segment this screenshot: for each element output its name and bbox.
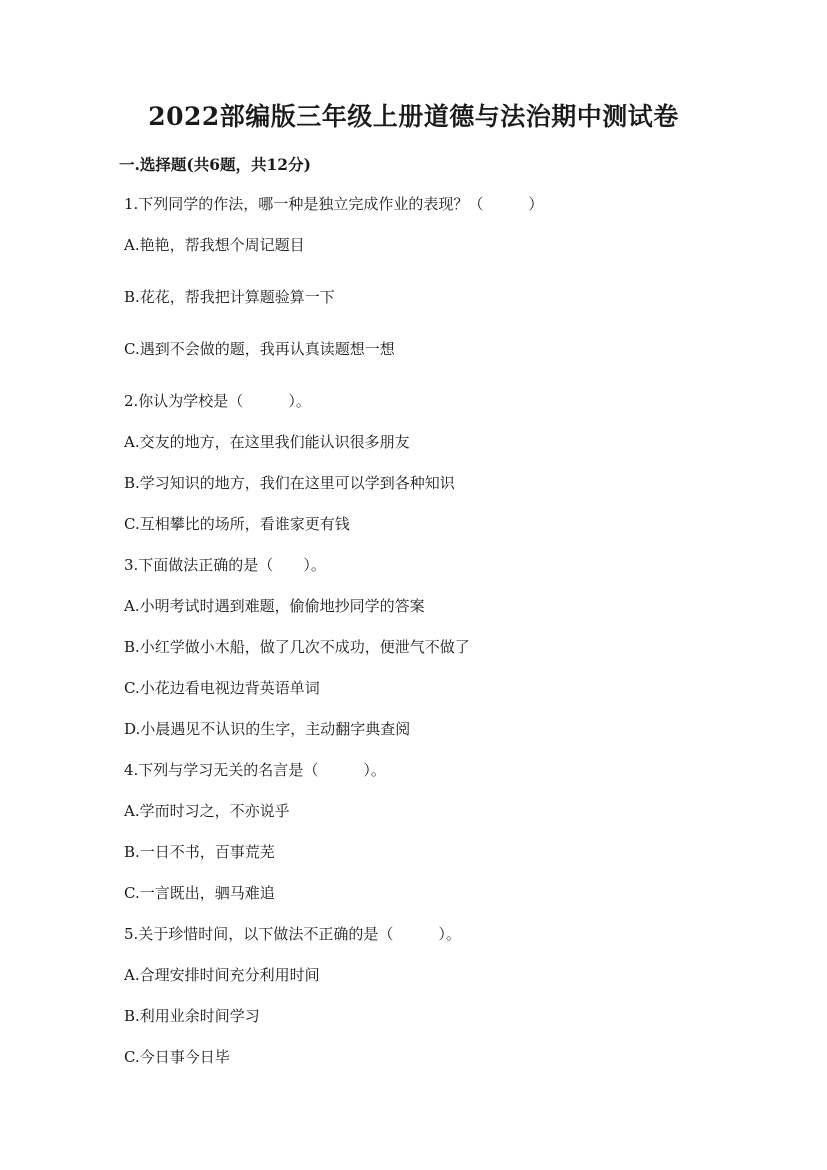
question-3-stem: 3.下面做法正确的是（ ）。 xyxy=(124,556,326,574)
question-4-stem: 4.下列与学习无关的名言是（ ）。 xyxy=(124,761,386,779)
question-2-stem: 2.你认为学校是（ ）。 xyxy=(124,392,311,410)
question-4-option-b: B.一日不书，百事荒芜 xyxy=(124,843,275,861)
question-4-option-a: A.学而时习之，不亦说乎 xyxy=(124,802,290,820)
question-3-option-d: D.小晨遇见不认识的生字，主动翻字典查阅 xyxy=(124,720,411,738)
question-5-stem: 5.关于珍惜时间，以下做法不正确的是（ ）。 xyxy=(124,925,461,943)
question-3-option-a: A.小明考试时遇到难题，偷偷地抄同学的答案 xyxy=(124,597,425,615)
question-1-option-a: A.艳艳，帮我想个周记题目 xyxy=(124,236,305,254)
question-5-option-a: A.合理安排时间充分利用时间 xyxy=(124,966,320,984)
section-heading: 一.选择题(共6题，共12分) xyxy=(119,155,311,174)
question-1-stem: 1.下列同学的作法，哪一种是独立完成作业的表现？（ ） xyxy=(124,195,544,213)
page-title: 2022部编版三年级上册道德与法治期中测试卷 xyxy=(148,102,679,131)
question-5-option-b: B.利用业余时间学习 xyxy=(124,1007,260,1025)
question-4-option-c: C.一言既出，驷马难追 xyxy=(124,884,275,902)
question-5-option-c: C.今日事今日毕 xyxy=(124,1048,230,1066)
question-3-option-b: B.小红学做小木船，做了几次不成功，便泄气不做了 xyxy=(124,638,470,656)
question-2-option-b: B.学习知识的地方，我们在这里可以学到各种知识 xyxy=(124,474,455,492)
question-2-option-c: C.互相攀比的场所，看谁家更有钱 xyxy=(124,515,350,533)
question-1-option-c: C.遇到不会做的题，我再认真读题想一想 xyxy=(124,340,395,358)
question-3-option-c: C.小花边看电视边背英语单词 xyxy=(124,679,320,697)
question-1-option-b: B.花花，帮我把计算题验算一下 xyxy=(124,288,335,306)
question-2-option-a: A.交友的地方，在这里我们能认识很多朋友 xyxy=(124,433,410,451)
